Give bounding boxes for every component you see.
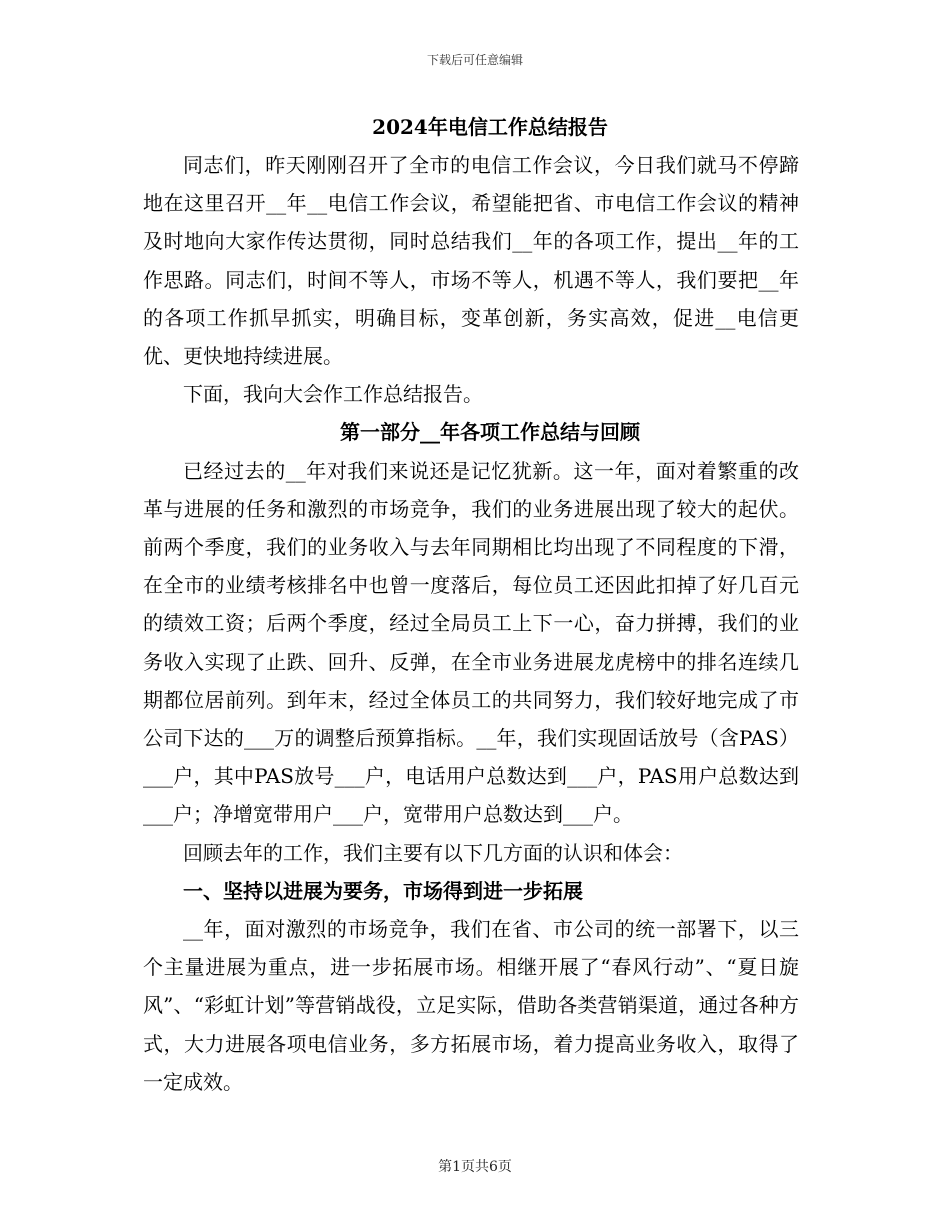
paragraph: 同志们，昨天刚刚召开了全市的电信工作会议，今日我们就马不停蹄地在这里召开__年__电信工作会议，希望能把省、市电信工作会议的精神及时地向大家作传达贯彻，同时总结我们__年的各项工作，提出__年的工作思路。同志们，时间不等人，市场不等人，机遇不等人，我们要把__年的各项工作抓早抓实，明确目标，变革创新，务实高效，促进__电信更优、更快地持续进展。: [143, 153, 799, 369]
document-title: 2024年电信工作总结报告: [372, 115, 608, 139]
document-body: [143, 108, 799, 1101]
page-header-note: 下载后可任意编辑: [426, 53, 523, 67]
paragraph: 回顾去年的工作，我们主要有以下几方面的认识和体会：: [183, 840, 683, 865]
section-heading: 第一部分__年各项工作总结与回顾: [340, 420, 640, 445]
page-number: 第1页共6页: [438, 1159, 512, 1175]
paragraph: 已经过去的__年对我们来说还是记忆犹新。这一年，面对着繁重的改革与进展的任务和激烈的市场竞争，我们的业务进展出现了较大的起伏。前两个季度，我们的业务收入与去年同期相比均出现了不同程度的下滑，在全市的业绩考核排名中也曾一度落后，每位员工还因此扣掉了好几百元的绩效工资；后两个季度，经过全局员工上下一心，奋力拼搏，我们的业务收入实现了止跌、回升、反弹，在全市业务进展龙虎榜中的排名连续几期都位居前列。到年末，经过全体员工的共同努力，我们较好地完成了市公司下达的___万的调整后预算指标。__年，我们实现固话放号（含PAS）___户，其中PAS放号___户，电话用户总数达到___户，PAS用户总数达到___户；净增宽带用户___户，宽带用户总数达到___户。: [143, 458, 799, 827]
paragraph: __年，面对激烈的市场竞争，我们在省、市公司的统一部署下，以三个主量进展为重点，进一步拓展市场。相继开展了“春风行动”、“夏日旋风”、“彩虹计划”等营销战役，立足实际，借助各类营销渠道，通过各种方式，大力进展各项电信业务，多方拓展市场，着力提高业务收入，取得了一定成效。: [143, 917, 799, 1094]
subsection-heading: 一、坚持以进展为要务，市场得到进一步拓展: [183, 878, 583, 903]
paragraph: 下面，我向大会作工作总结报告。: [183, 382, 483, 407]
